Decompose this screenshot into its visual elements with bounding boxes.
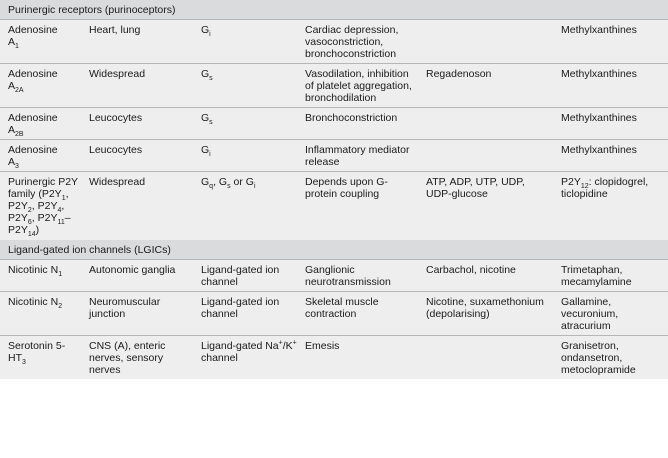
table-row bbox=[0, 140, 668, 172]
mechanism-cell: $G_s$ bbox=[193, 64, 297, 108]
mechanism-cell: $G_s$ bbox=[193, 108, 297, 140]
table-row bbox=[0, 172, 668, 241]
effects-cell: Depends upon G-protein coupling bbox=[297, 172, 418, 241]
section-title: Purinergic receptors (purinoceptors) bbox=[0, 0, 668, 20]
location-cell: CNS (A), enteric nerves, sensory nerves bbox=[81, 336, 193, 380]
receptor-cell: Nicotinic $N_2$ bbox=[0, 292, 81, 336]
antagonists-cell: $P2Y_{12}$: clopidogrel, ticlopidine bbox=[553, 172, 668, 241]
agonists-cell bbox=[418, 336, 553, 380]
mechanism-cell: Ligand-gated Na+/K+ channel bbox=[193, 336, 297, 380]
table-row bbox=[0, 108, 668, 140]
agonists-cell bbox=[418, 140, 553, 172]
effects-cell: Ganglionic neurotransmission bbox=[297, 260, 418, 292]
antagonists-cell: Gallamine, vecuronium, atracurium bbox=[553, 292, 668, 336]
antagonists-cell: Trimetaphan, mecamylamine bbox=[553, 260, 668, 292]
section-title: Ligand-gated ion channels (LGICs) bbox=[0, 240, 668, 260]
location-cell: Widespread bbox=[81, 64, 193, 108]
antagonists-cell: Methylxanthines bbox=[553, 108, 668, 140]
agonists-cell: Regadenoson bbox=[418, 64, 553, 108]
location-cell: Leucocytes bbox=[81, 140, 193, 172]
location-cell: Leucocytes bbox=[81, 108, 193, 140]
receptor-cell: Serotonin $5-HT_3$ bbox=[0, 336, 81, 380]
antagonists-cell: Methylxanthines bbox=[553, 140, 668, 172]
receptor-cell: Adenosine $A_3$ bbox=[0, 140, 81, 172]
effects-cell: Emesis bbox=[297, 336, 418, 380]
agonists-cell bbox=[418, 20, 553, 64]
antagonists-cell: Methylxanthines bbox=[553, 64, 668, 108]
table-row bbox=[0, 292, 668, 336]
location-cell: Autonomic ganglia bbox=[81, 260, 193, 292]
effects-cell: Cardiac depression, vasoconstriction, bronchoconstriction bbox=[297, 20, 418, 64]
section-header-purinergic bbox=[0, 0, 668, 20]
receptor-cell: Adenosine $A_{2B}$ bbox=[0, 108, 81, 140]
receptor-cell: Adenosine $A_{2A}$ bbox=[0, 64, 81, 108]
table-row bbox=[0, 20, 668, 64]
effects-cell: Skeletal muscle contraction bbox=[297, 292, 418, 336]
agonists-cell: Carbachol, nicotine bbox=[418, 260, 553, 292]
mechanism-cell: $G_i$ bbox=[193, 140, 297, 172]
table-row bbox=[0, 336, 668, 380]
table-row bbox=[0, 260, 668, 292]
agonists-cell: ATP, ADP, UTP, UDP, UDP-glucose bbox=[418, 172, 553, 241]
antagonists-cell: Granisetron, ondansetron, metoclopramide bbox=[553, 336, 668, 380]
receptor-cell: Adenosine $A_1$ bbox=[0, 20, 81, 64]
mechanism-cell: $G_q$, $G_s$ or $G_i$ bbox=[193, 172, 297, 241]
mechanism-cell: Ligand-gated ion channel bbox=[193, 292, 297, 336]
section-header-lgic bbox=[0, 240, 668, 260]
location-cell: Heart, lung bbox=[81, 20, 193, 64]
location-cell: Neuromuscular junction bbox=[81, 292, 193, 336]
receptor-cell: Nicotinic $N_1$ bbox=[0, 260, 81, 292]
location-cell: Widespread bbox=[81, 172, 193, 241]
effects-cell: Bronchoconstriction bbox=[297, 108, 418, 140]
effects-cell: Inflammatory mediator release bbox=[297, 140, 418, 172]
mechanism-cell: Ligand-gated ion channel bbox=[193, 260, 297, 292]
effects-cell: Vasodilation, inhibition of platelet aggregation, bronchodilation bbox=[297, 64, 418, 108]
agonists-cell: Nicotine, suxamethonium (depolarising) bbox=[418, 292, 553, 336]
antagonists-cell: Methylxanthines bbox=[553, 20, 668, 64]
receptor-cell: Purinergic P2Y family ($P2Y_1$, $P2Y_2$, $P2Y_4$, $P2Y_6$, $P2Y_{11}-$ $P2Y_{14}$) bbox=[0, 172, 81, 241]
agonists-cell bbox=[418, 108, 553, 140]
mechanism-cell: $G_i$ bbox=[193, 20, 297, 64]
table-row bbox=[0, 64, 668, 108]
